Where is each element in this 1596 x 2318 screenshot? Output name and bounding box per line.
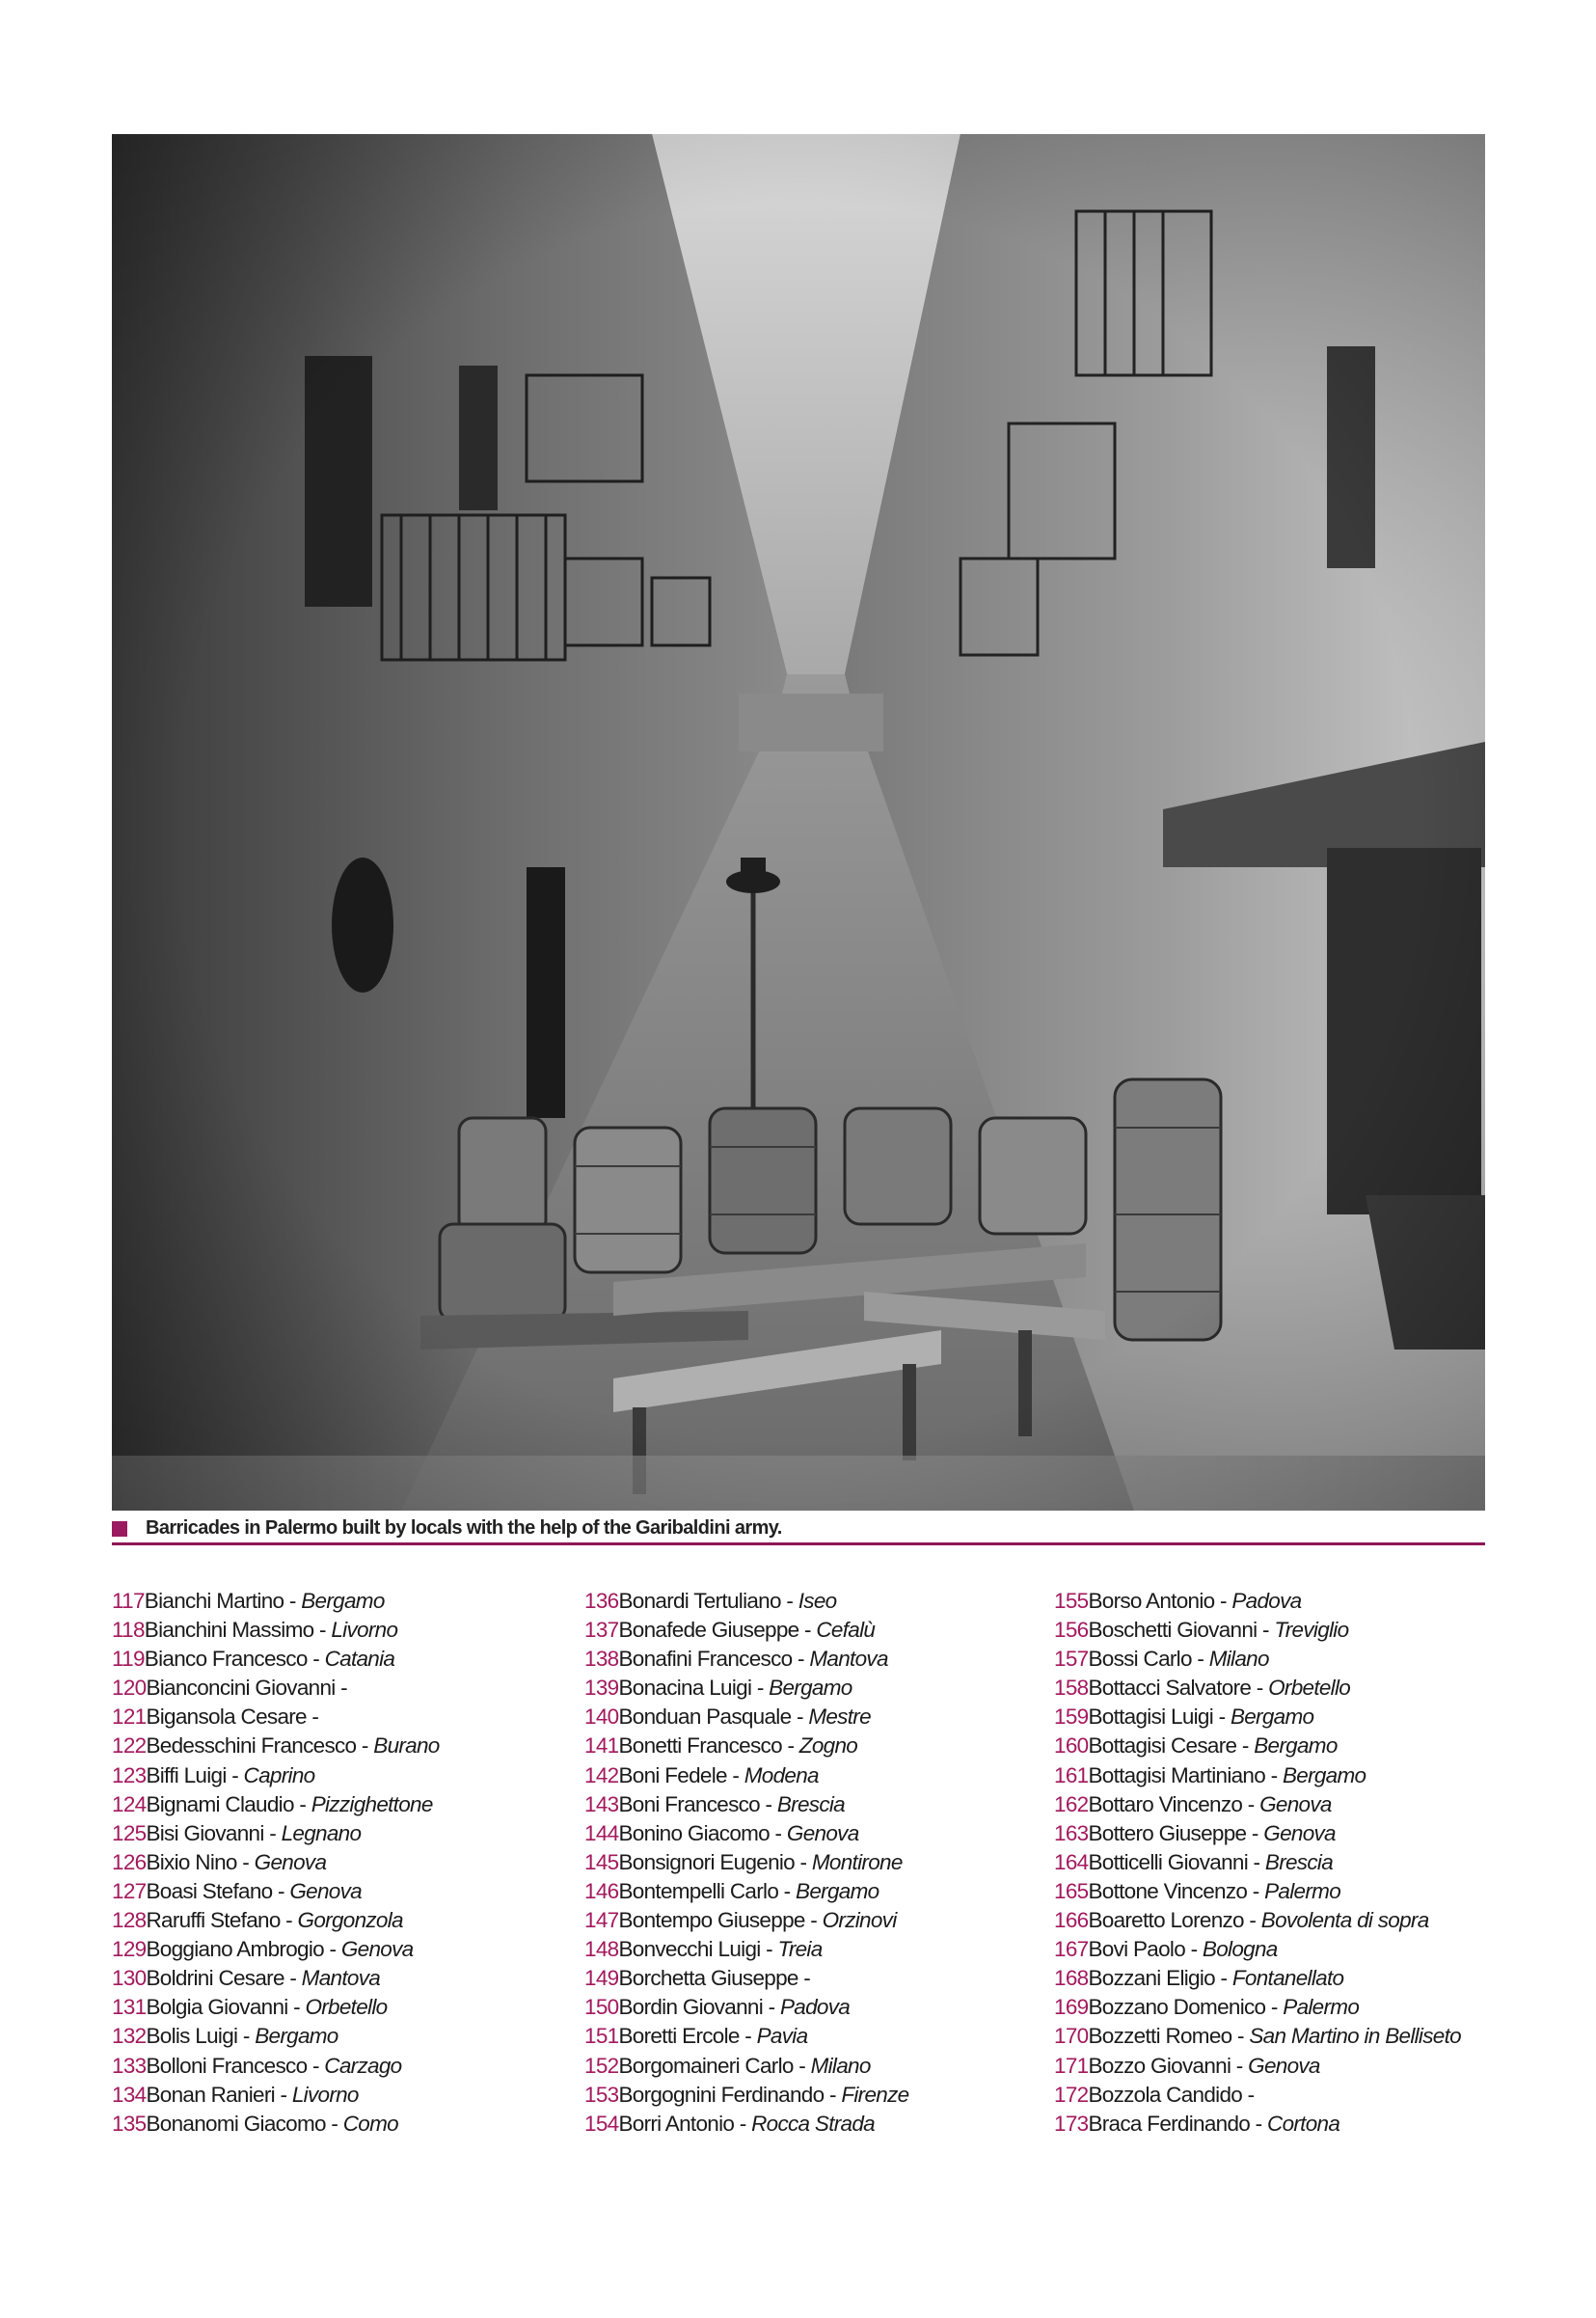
entry-name: Bolgia Giovanni - xyxy=(146,1995,306,2020)
entry-place: Genova xyxy=(1263,1820,1336,1845)
entry-place: Genova xyxy=(786,1820,859,1845)
list-column-2 xyxy=(584,1587,908,2139)
entry-name: Borso Antonio - xyxy=(1088,1589,1232,1613)
list-item xyxy=(584,1935,908,1964)
list-item xyxy=(112,1906,440,1935)
entry-num: 125 xyxy=(112,1820,147,1845)
entry-num: 168 xyxy=(1054,1966,1089,1991)
entry-place: Treia xyxy=(777,1937,823,1962)
entry-num: 130 xyxy=(112,1966,147,1991)
list-item xyxy=(112,1703,440,1732)
entry-name: Borchetta Giuseppe - xyxy=(618,1966,811,1991)
list-item xyxy=(1054,1761,1461,1790)
entry-place: Bergamo xyxy=(1254,1733,1338,1759)
entry-num: 162 xyxy=(1054,1791,1089,1816)
entry-name: Boschetti Giovanni - xyxy=(1088,1618,1275,1643)
list-item xyxy=(584,2110,908,2139)
entry-place: Legnano xyxy=(281,1820,362,1845)
entry-place: Palermo xyxy=(1283,1995,1360,2020)
entry-place: Palermo xyxy=(1264,1878,1341,1903)
entry-num: 133 xyxy=(112,2053,147,2078)
entry-name: Bolloni Francesco - xyxy=(146,2053,325,2078)
entry-place: Bergamo xyxy=(769,1676,852,1701)
entry-place: Orbetello xyxy=(305,1995,388,2020)
entry-place: Carzago xyxy=(324,2053,402,2078)
entry-name: Bozzola Candido - xyxy=(1088,2082,1255,2107)
list-item xyxy=(112,1674,440,1703)
entry-name: Bedesschini Francesco - xyxy=(146,1733,374,1759)
entry-name: Boretti Ercole - xyxy=(618,2024,757,2049)
entry-num: 163 xyxy=(1054,1820,1089,1845)
entry-place: Padova xyxy=(779,1995,851,2020)
entry-name: Bozzo Giovanni - xyxy=(1088,2053,1249,2078)
entry-place: Genova xyxy=(1248,2053,1320,2078)
list-item xyxy=(1054,1964,1461,1993)
entry-name: Boaretto Lorenzo - xyxy=(1088,1908,1261,1933)
entry-name: Bianchi Martino - xyxy=(144,1589,302,1613)
entry-name: Borgognini Ferdinando - xyxy=(618,2082,842,2107)
list-item xyxy=(584,1703,908,1732)
entry-name: Boasi Stefano - xyxy=(146,1878,290,1903)
entry-name: Bottero Giuseppe - xyxy=(1088,1820,1264,1845)
list-item xyxy=(112,2110,440,2139)
entry-num: 166 xyxy=(1054,1908,1089,1933)
photo-caption-bar xyxy=(112,1516,1485,1545)
entry-num: 173 xyxy=(1054,2111,1089,2136)
entry-place: Cortona xyxy=(1267,2111,1340,2136)
entry-name: Bonvecchi Luigi - xyxy=(618,1937,778,1962)
list-item xyxy=(112,2052,440,2081)
entry-name: Bossi Carlo - xyxy=(1088,1647,1209,1672)
entry-name: Bottacci Salvatore - xyxy=(1088,1676,1269,1701)
list-item xyxy=(112,1993,440,2022)
entry-num: 124 xyxy=(112,1791,147,1816)
entry-num: 159 xyxy=(1054,1704,1089,1730)
entry-num: 144 xyxy=(584,1820,619,1845)
entry-num: 170 xyxy=(1054,2024,1089,2049)
list-item xyxy=(112,1790,440,1819)
list-item xyxy=(112,1935,440,1964)
entry-place: Iseo xyxy=(798,1589,837,1613)
entry-num: 137 xyxy=(584,1618,619,1643)
entry-place: Catania xyxy=(324,1647,395,1672)
list-item xyxy=(112,1587,440,1616)
entry-num: 143 xyxy=(584,1791,619,1816)
entry-place: Pizzighettone xyxy=(311,1791,433,1816)
list-item xyxy=(1054,1645,1461,1674)
list-item xyxy=(584,1587,908,1616)
entry-place: Bovolenta di sopra xyxy=(1260,1908,1429,1933)
entry-place: Genova xyxy=(1259,1791,1332,1816)
entry-num: 158 xyxy=(1054,1676,1089,1701)
list-item xyxy=(584,1761,908,1790)
entry-place: San Martino in Belliseto xyxy=(1249,2024,1461,2049)
entry-name: Bottagisi Luigi - xyxy=(1088,1704,1231,1730)
entry-place: Modena xyxy=(744,1762,819,1787)
entry-name: Bovi Paolo - xyxy=(1088,1937,1203,1962)
entry-num: 118 xyxy=(112,1618,145,1643)
list-item xyxy=(584,1645,908,1674)
entry-num: 146 xyxy=(584,1878,619,1903)
entry-name: Bolis Luigi - xyxy=(146,2024,256,2049)
entry-num: 132 xyxy=(112,2024,147,2049)
entry-place: Mantova xyxy=(809,1647,888,1672)
barricade-photograph xyxy=(112,134,1485,1511)
entry-num: 160 xyxy=(1054,1733,1089,1759)
list-item xyxy=(1054,1993,1461,2022)
entry-place: Caprino xyxy=(243,1762,315,1787)
volunteer-list xyxy=(112,1587,1501,2166)
entry-place: Genova xyxy=(254,1849,327,1874)
entry-num: 119 xyxy=(112,1647,145,1672)
entry-place: Livorno xyxy=(291,2082,359,2107)
entry-num: 152 xyxy=(584,2053,619,2078)
entry-name: Braca Ferdinando - xyxy=(1088,2111,1268,2136)
entry-num: 147 xyxy=(584,1908,619,1933)
entry-place: Orbetello xyxy=(1268,1676,1351,1701)
entry-name: Bonino Giacomo - xyxy=(618,1820,787,1845)
entry-num: 134 xyxy=(112,2082,147,2107)
entry-place: Gorgonzola xyxy=(297,1908,403,1933)
entry-place: Milano xyxy=(810,2053,871,2078)
entry-name: Bottaro Vincenzo - xyxy=(1088,1791,1260,1816)
entry-place: Burano xyxy=(373,1733,440,1759)
entry-place: Bologna xyxy=(1202,1937,1278,1962)
list-item xyxy=(1054,2052,1461,2081)
entry-num: 141 xyxy=(584,1733,619,1759)
entry-name: Boggiano Ambrogio - xyxy=(146,1937,341,1962)
entry-num: 131 xyxy=(112,1995,147,2020)
entry-name: Bonsignori Eugenio - xyxy=(618,1849,812,1874)
entry-name: Bianco Francesco - xyxy=(144,1647,325,1672)
entry-place: Cefalù xyxy=(816,1618,876,1643)
entry-name: Bonafede Giuseppe - xyxy=(618,1618,817,1643)
entry-name: Bontempelli Carlo - xyxy=(618,1878,797,1903)
list-item xyxy=(584,1616,908,1645)
entry-num: 164 xyxy=(1054,1849,1089,1874)
entry-num: 167 xyxy=(1054,1937,1089,1962)
entry-num: 142 xyxy=(584,1762,619,1787)
entry-num: 138 xyxy=(584,1647,619,1672)
list-item xyxy=(584,2081,908,2110)
list-item xyxy=(584,1964,908,1993)
entry-name: Bonacina Luigi - xyxy=(618,1676,770,1701)
entry-name: Bigansola Cesare - xyxy=(146,1704,319,1730)
entry-place: Genova xyxy=(340,1937,414,1962)
entry-name: Bisi Giovanni - xyxy=(146,1820,282,1845)
entry-num: 139 xyxy=(584,1676,619,1701)
entry-place: Mestre xyxy=(808,1704,871,1730)
entry-name: Borri Antonio - xyxy=(618,2111,752,2136)
entry-name: Bordin Giovanni - xyxy=(618,1995,780,2020)
entry-place: Fontanellato xyxy=(1231,1966,1344,1991)
entry-name: Bontempo Giuseppe - xyxy=(618,1908,823,1933)
list-item xyxy=(584,1993,908,2022)
entry-name: Bonafini Francesco - xyxy=(618,1647,810,1672)
entry-place: Bergamo xyxy=(301,1589,385,1613)
entry-num: 127 xyxy=(112,1878,147,1903)
list-item xyxy=(584,1790,908,1819)
entry-num: 155 xyxy=(1054,1589,1089,1613)
list-item xyxy=(112,1616,440,1645)
entry-name: Bignami Claudio - xyxy=(146,1791,311,1816)
entry-num: 151 xyxy=(584,2024,619,2049)
entry-name: Bianconcini Giovanni - xyxy=(146,1676,347,1701)
list-item xyxy=(584,1674,908,1703)
list-item xyxy=(1054,1732,1461,1760)
entry-name: Bottone Vincenzo - xyxy=(1088,1878,1265,1903)
entry-num: 169 xyxy=(1054,1995,1089,2020)
entry-place: Livorno xyxy=(331,1618,398,1643)
list-item xyxy=(1054,1877,1461,1906)
list-item xyxy=(112,2081,440,2110)
entry-name: Bottagisi Martiniano - xyxy=(1088,1762,1283,1787)
entry-num: 148 xyxy=(584,1937,619,1962)
entry-num: 156 xyxy=(1054,1618,1089,1643)
entry-place: Brescia xyxy=(1264,1849,1334,1874)
list-item xyxy=(112,1761,440,1790)
entry-place: Bergamo xyxy=(796,1878,879,1903)
entry-num: 120 xyxy=(112,1676,147,1701)
entry-num: 135 xyxy=(112,2111,147,2136)
entry-name: Boni Francesco - xyxy=(618,1791,777,1816)
entry-name: Raruffi Stefano - xyxy=(146,1908,298,1933)
list-item xyxy=(112,1819,440,1848)
list-item xyxy=(112,1732,440,1760)
entry-num: 123 xyxy=(112,1762,147,1787)
list-item xyxy=(1054,1819,1461,1848)
entry-num: 140 xyxy=(584,1704,619,1730)
entry-num: 150 xyxy=(584,1995,619,2020)
entry-num: 121 xyxy=(112,1704,147,1730)
list-item xyxy=(1054,1674,1461,1703)
entry-place: Brescia xyxy=(776,1791,846,1816)
entry-num: 122 xyxy=(112,1733,147,1759)
list-item xyxy=(1054,2022,1461,2051)
entry-place: Bergamo xyxy=(255,2024,338,2049)
entry-name: Bozzetti Romeo - xyxy=(1088,2024,1250,2049)
entry-place: Bergamo xyxy=(1230,1704,1314,1730)
entry-num: 172 xyxy=(1054,2082,1089,2107)
list-item xyxy=(584,2052,908,2081)
entry-name: Botticelli Giovanni - xyxy=(1088,1849,1265,1874)
entry-num: 128 xyxy=(112,1908,147,1933)
photo-caption: Barricades in Palermo built by locals with the help of the Garibaldini army. xyxy=(146,1517,782,1539)
entry-num: 149 xyxy=(584,1966,619,1991)
list-item xyxy=(1054,1616,1461,1645)
entry-num: 153 xyxy=(584,2082,619,2107)
entry-place: Genova xyxy=(289,1878,362,1903)
entry-num: 117 xyxy=(112,1589,145,1613)
entry-place: Firenze xyxy=(841,2082,909,2107)
entry-name: Bianchini Massimo - xyxy=(144,1618,332,1643)
entry-num: 171 xyxy=(1054,2053,1089,2078)
entry-name: Bonduan Pasquale - xyxy=(618,1704,809,1730)
list-item xyxy=(1054,2081,1461,2110)
list-item xyxy=(584,1848,908,1877)
entry-num: 145 xyxy=(584,1849,619,1874)
entry-place: Montirone xyxy=(811,1849,903,1874)
list-item xyxy=(584,1819,908,1848)
list-item xyxy=(1054,2110,1461,2139)
list-item xyxy=(1054,1848,1461,1877)
entry-place: Mantova xyxy=(301,1966,381,1991)
entry-place: Padova xyxy=(1231,1589,1302,1613)
entry-name: Bonetti Francesco - xyxy=(618,1733,799,1759)
entry-name: Bonardi Tertuliano - xyxy=(618,1589,798,1613)
list-item xyxy=(112,1848,440,1877)
entry-name: Boni Fedele - xyxy=(618,1762,744,1787)
entry-num: 161 xyxy=(1054,1762,1089,1787)
list-column-1 xyxy=(112,1587,440,2139)
entry-place: Orzinovi xyxy=(822,1908,897,1933)
entry-num: 157 xyxy=(1054,1647,1089,1672)
entry-place: Como xyxy=(342,2111,398,2136)
list-column-3 xyxy=(1054,1587,1461,2139)
list-item xyxy=(1054,1587,1461,1616)
entry-name: Bixio Nino - xyxy=(146,1849,255,1874)
list-item xyxy=(1054,1935,1461,1964)
entry-name: Borgomaineri Carlo - xyxy=(618,2053,811,2078)
entry-num: 126 xyxy=(112,1849,147,1874)
entry-name: Biffi Luigi - xyxy=(146,1762,244,1787)
entry-num: 129 xyxy=(112,1937,147,1962)
entry-place: Zogno xyxy=(798,1733,858,1759)
list-item xyxy=(112,1645,440,1674)
list-item xyxy=(584,2022,908,2051)
entry-name: Bottagisi Cesare - xyxy=(1088,1733,1255,1759)
entry-name: Bozzani Eligio - xyxy=(1088,1966,1232,1991)
list-item xyxy=(584,1877,908,1906)
entry-place: Pavia xyxy=(756,2024,808,2049)
list-item xyxy=(1054,1790,1461,1819)
caption-square-marker xyxy=(112,1521,127,1537)
entry-place: Milano xyxy=(1208,1647,1269,1672)
entry-num: 154 xyxy=(584,2111,619,2136)
list-item xyxy=(112,1877,440,1906)
entry-name: Bonanomi Giacomo - xyxy=(146,2111,343,2136)
list-item xyxy=(584,1906,908,1935)
list-item xyxy=(1054,1906,1461,1935)
entry-name: Bonan Ranieri - xyxy=(146,2082,292,2107)
list-item xyxy=(112,1964,440,1993)
entry-place: Treviglio xyxy=(1274,1618,1349,1643)
entry-place: Rocca Strada xyxy=(751,2111,875,2136)
entry-name: Boldrini Cesare - xyxy=(146,1966,302,1991)
list-item xyxy=(1054,1703,1461,1732)
entry-place: Bergamo xyxy=(1282,1762,1366,1787)
entry-name: Bozzano Domenico - xyxy=(1088,1995,1284,2020)
entry-num: 136 xyxy=(584,1589,619,1613)
entry-num: 165 xyxy=(1054,1878,1089,1903)
list-item xyxy=(112,2022,440,2051)
list-item xyxy=(584,1732,908,1760)
